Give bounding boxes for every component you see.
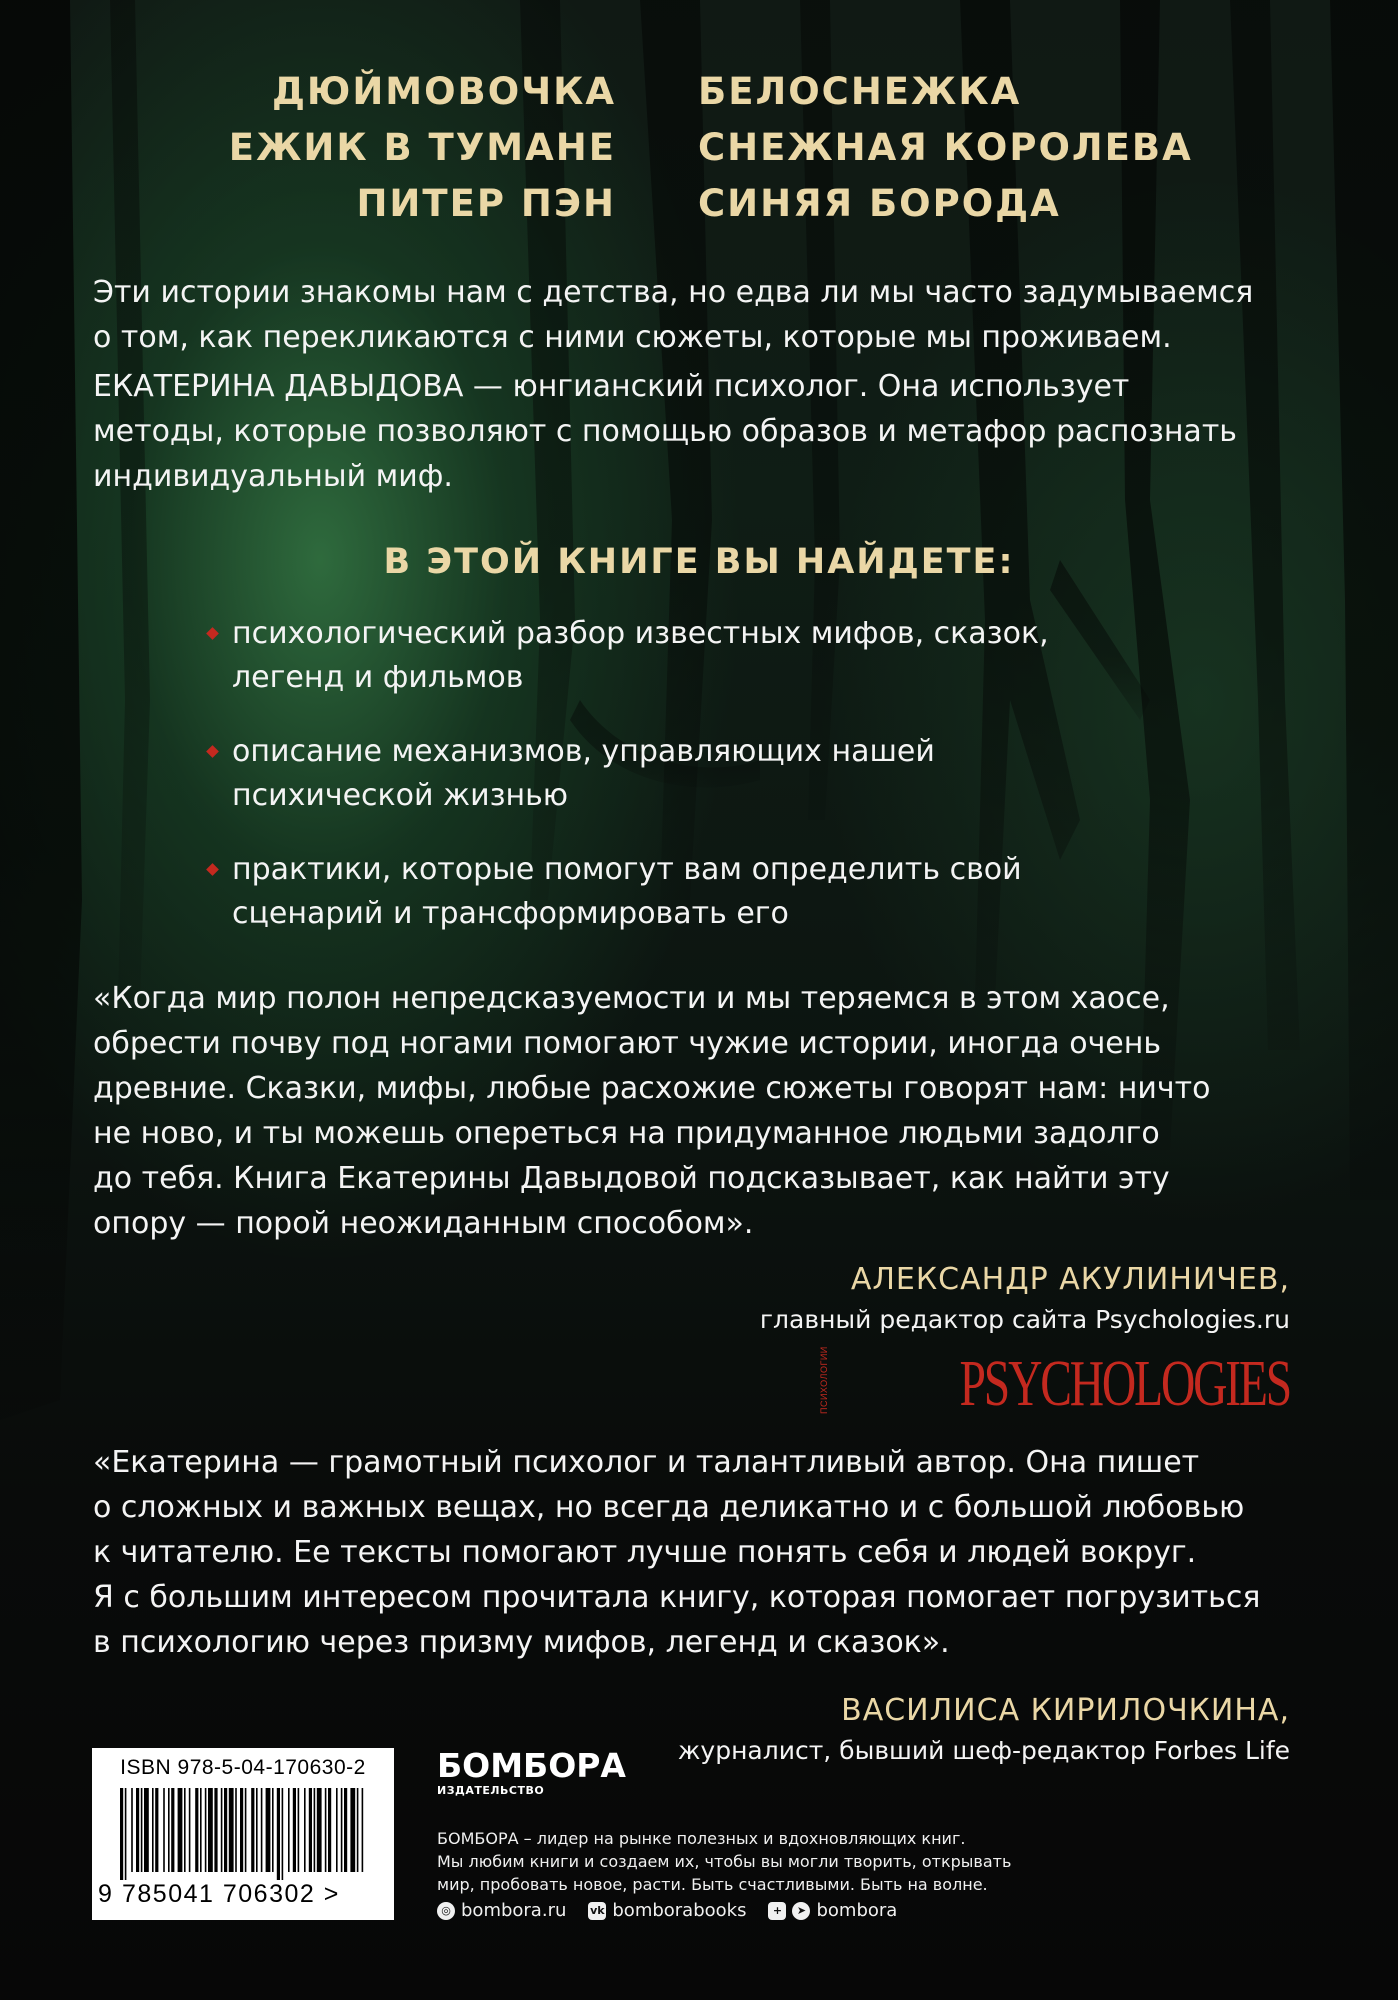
list-item: психологический разбор известных мифов, сказок, легенд и фильмов: [208, 612, 1308, 700]
quote-line: до тебя. Книга Екатерины Давыдовой подсказывает, как найти эту: [93, 1161, 1170, 1196]
publisher-description: БОМБОРА – лидер на рынке полезных и вдохновляющих книг. Мы любим книги и создаем их, чтобы вы могли творить, открывать мир, пробовать новое, расти. Быть счастливыми. Быть на волне.: [437, 1829, 1012, 1894]
publisher-social-links: [437, 1900, 897, 1921]
social-link-telegram[interactable]: + ➤ bombora: [768, 1900, 897, 1921]
story-title: БЕЛОСНЕЖКА: [698, 70, 1022, 113]
social-link-vk[interactable]: vk bomborabooks: [590, 1900, 747, 1921]
story-title: СНЕЖНАЯ КОРОЛЕВА: [698, 126, 1193, 169]
author-bio-line: индивидуальный миф.: [93, 459, 453, 494]
social-link-website[interactable]: ◎ bombora.ru: [437, 1900, 566, 1921]
quote-author: ВАСИЛИСА КИРИЛОЧКИНА,: [841, 1693, 1290, 1728]
isbn-first-digit: 9: [98, 1880, 112, 1908]
diamond-bullet-icon: [206, 745, 219, 758]
story-titles: [0, 70, 1398, 238]
story-title: ПИТЕР ПЭН: [356, 182, 616, 225]
vk-icon: vk: [588, 1902, 606, 1920]
story-title: ДЮЙМОВОЧКА: [271, 70, 616, 113]
author-bio-line: методы, которые позволяют с помощью образов и метафор распознать: [93, 414, 1237, 449]
quote-line: не ново, и ты можешь опереться на придуманное людьми задолго: [93, 1116, 1160, 1151]
section-heading: В ЭТОЙ КНИГЕ ВЫ НАЙДЕТЕ:: [383, 542, 1015, 582]
barcode-icon: [120, 1788, 366, 1880]
list-item: практики, которые помогут вам определить свой сценарий и трансформировать его: [208, 848, 1308, 936]
globe-icon: ◎: [437, 1902, 455, 1920]
quote-line: древние. Сказки, мифы, любые расхожие сюжеты говорят нам: ничто: [93, 1071, 1211, 1106]
psychologies-logo: ПСИХОЛОГИИ PSYCHOLOGIES: [818, 1346, 1290, 1420]
intro-line: о том, как перекликаются с ними сюжеты, которые мы проживаем.: [93, 320, 1172, 355]
feature-list: [208, 612, 1308, 966]
quote-author: АЛЕКСАНДР АКУЛИНИЧЕВ,: [850, 1262, 1290, 1297]
publisher-logo: [437, 1748, 626, 1797]
publisher-name: БОМБОРА: [437, 1746, 626, 1785]
isbn-label: ISBN 978-5-04-170630-2: [120, 1756, 366, 1779]
quote-kirilochkina: [93, 1440, 1353, 1665]
quote-line: в психологию через призму мифов, легенд и сказок».: [93, 1625, 950, 1660]
quote-line: «Когда мир полон непредсказуемости и мы теряемся в этом хаосе,: [93, 981, 1170, 1016]
quote-line: к читателю. Ее тексты помогают лучше понять себя и людей вокруг.: [93, 1535, 1197, 1570]
publisher-sub: ИЗДАТЕЛЬСТВО: [437, 1784, 545, 1797]
author-bio-line: ЕКАТЕРИНА ДАВЫДОВА — юнгианский психолог. Она использует: [93, 369, 1130, 404]
telegram-icon: ➤: [792, 1902, 810, 1920]
story-title: СИНЯЯ БОРОДА: [698, 182, 1061, 225]
quote-line: опору — порой неожиданным способом».: [93, 1206, 754, 1241]
diamond-bullet-icon: [206, 627, 219, 640]
isbn-barcode-box: [92, 1748, 394, 1920]
intro-line: Эти истории знакомы нам с детства, но едва ли мы часто задумываемся: [93, 275, 1254, 310]
isbn-digits: 785041 706302 >: [122, 1880, 340, 1908]
story-title: ЕЖИК В ТУМАНЕ: [228, 126, 616, 169]
diamond-bullet-icon: [206, 863, 219, 876]
list-item: описание механизмов, управляющих нашей психической жизнью: [208, 730, 1308, 818]
intro-paragraph: [93, 270, 1333, 499]
quote-line: обрести почву под ногами помогают чужие истории, иногда очень: [93, 1026, 1162, 1061]
quote-akulinichev: [93, 976, 1353, 1246]
plus-icon: +: [768, 1902, 786, 1920]
quote-line: Я с большим интересом прочитала книгу, которая помогает погрузиться: [93, 1580, 1261, 1615]
quote-author-role: главный редактор сайта Psychologies.ru: [759, 1305, 1290, 1334]
quote-line: о сложных и важных вещах, но всегда деликатно и с большой любовью: [93, 1490, 1245, 1525]
quote-author-role: журналист, бывший шеф-редактор Forbes Life: [677, 1736, 1290, 1765]
quote-line: «Екатерина — грамотный психолог и талантливый автор. Она пишет: [93, 1445, 1200, 1480]
